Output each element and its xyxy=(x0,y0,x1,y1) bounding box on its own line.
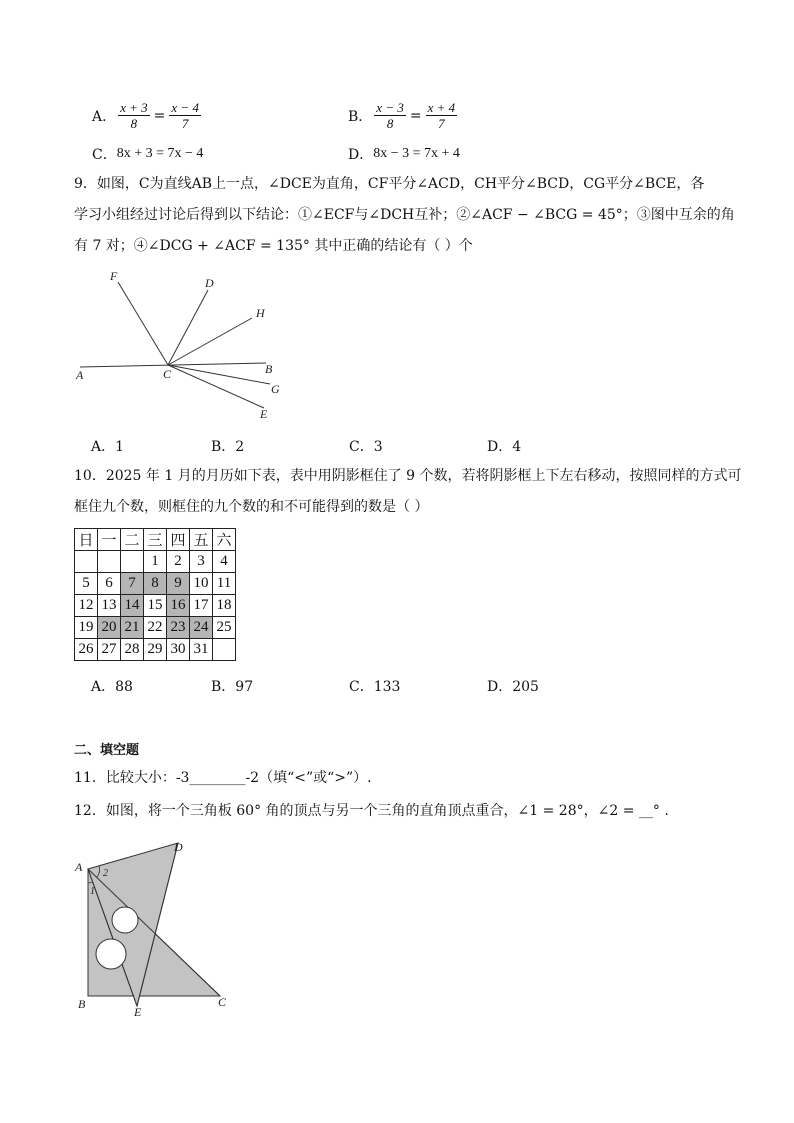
calendar-cell: 31 xyxy=(190,639,213,661)
calendar-cell: 10 xyxy=(190,573,213,595)
option-label: B． xyxy=(348,108,373,125)
q9-option-c[interactable]: C．3 xyxy=(349,439,383,455)
label-d: D xyxy=(174,840,183,854)
calendar-cell: 23 xyxy=(167,617,190,639)
label-e: E xyxy=(134,1005,142,1019)
q10-stem-line2: 框住九个数，则框住的九个数的和不可能得到的数是（ ） xyxy=(74,499,429,515)
calendar-row xyxy=(75,617,236,639)
option-label: A． xyxy=(92,108,117,125)
ray-cg xyxy=(168,365,270,384)
calendar-cell: 18 xyxy=(213,595,236,617)
angle-1-label: 1 xyxy=(90,886,95,897)
calendar-cell: 26 xyxy=(75,639,98,661)
calendar-cell: 6 xyxy=(98,573,121,595)
calendar-cell: 8 xyxy=(144,573,167,595)
calendar-table xyxy=(74,528,236,661)
label-d: D xyxy=(205,276,214,290)
label-e: E xyxy=(260,407,268,421)
calendar-header-row xyxy=(75,529,236,551)
calendar-header-cell: 三 xyxy=(144,529,167,551)
calendar-row xyxy=(75,595,236,617)
right-fraction: $\frac{x - 4}{7}$ xyxy=(171,100,199,131)
calendar-header-cell: 日 xyxy=(75,529,98,551)
ray-cf xyxy=(118,282,168,365)
q9-stem-line1: 9．如图，C为直线AB上一点，∠DCE为直角，CF平分∠ACD，CH平分∠BCD，CG平分∠BCE，各 xyxy=(74,176,705,192)
calendar-cell: 17 xyxy=(190,595,213,617)
calendar-header-cell: 一 xyxy=(98,529,121,551)
left-fraction: $\frac{x - 3}{8}$ xyxy=(376,100,404,131)
triangle-hole-upper xyxy=(112,907,138,933)
left-fraction: $\frac{x + 3}{8}$ xyxy=(120,100,148,131)
option-expression: 8x − 3 = 7x + 4 xyxy=(373,146,460,161)
q9-stem-line3: 有 7 对；④∠DCG + ∠ACF = 135° 其中正确的结论有（ ）个 xyxy=(74,238,473,254)
equals-sign: = xyxy=(153,107,166,124)
q10-stem-line1: 10．2025 年 1 月的月历如下表，表中用阴影框住了 9 个数，若将阴影框上下左右移动，按照同样的方式可 xyxy=(74,468,742,484)
q10-option-b[interactable]: B．97 xyxy=(211,679,254,695)
ray-ce xyxy=(168,365,264,408)
option-label: D． xyxy=(348,147,374,163)
calendar-cell: 4 xyxy=(213,551,236,573)
calendar-cell: 19 xyxy=(75,617,98,639)
calendar-cell: 2 xyxy=(167,551,190,573)
calendar-cell: 22 xyxy=(144,617,167,639)
q10-option-d[interactable]: D．205 xyxy=(487,679,539,695)
section-heading: 二、填空题 xyxy=(74,743,140,758)
calendar-cell: 13 xyxy=(98,595,121,617)
option-expression: 8x + 3 = 7x − 4 xyxy=(116,146,204,161)
calendar-cell: 5 xyxy=(75,573,98,595)
calendar-cell: 16 xyxy=(167,595,190,617)
calendar-header-cell: 五 xyxy=(190,529,213,551)
calendar-cell: 11 xyxy=(213,573,236,595)
calendar-cell xyxy=(98,551,121,573)
calendar-header-cell: 六 xyxy=(213,529,236,551)
label-a: A xyxy=(76,368,84,382)
calendar-cell: 3 xyxy=(190,551,213,573)
calendar-cell: 1 xyxy=(144,551,167,573)
calendar-cell: 21 xyxy=(121,617,144,639)
calendar-cell xyxy=(75,551,98,573)
q12-triangle-figure xyxy=(70,834,250,1024)
calendar-cell: 20 xyxy=(98,617,121,639)
label-b: B xyxy=(265,362,273,376)
calendar-row xyxy=(75,639,236,661)
q8-option-a[interactable] xyxy=(92,100,203,131)
calendar-row xyxy=(75,573,236,595)
calendar-header-cell: 四 xyxy=(167,529,190,551)
q12-text: 12．如图，将一个三角板 60° 角的顶点与另一个三角的直角顶点重合，∠1 = 28°，∠2 = __° . xyxy=(74,803,669,819)
q9-option-b[interactable]: B．2 xyxy=(211,439,245,455)
q10-option-a[interactable]: A．88 xyxy=(91,679,133,695)
calendar-cell: 29 xyxy=(144,639,167,661)
q9-option-d[interactable]: D．4 xyxy=(487,439,522,455)
calendar-cell: 30 xyxy=(167,639,190,661)
calendar-row xyxy=(75,551,236,573)
q11-text: 11．比较大小：-3________-2（填“<”或“>”）. xyxy=(74,770,372,786)
calendar-cell: 28 xyxy=(121,639,144,661)
q8-option-b[interactable] xyxy=(348,100,459,131)
calendar-cell: 9 xyxy=(167,573,190,595)
label-a: A xyxy=(75,860,83,874)
label-h: H xyxy=(256,306,265,320)
angle-2-label: 2 xyxy=(103,868,108,879)
calendar-cell: 25 xyxy=(213,617,236,639)
calendar-cell xyxy=(121,551,144,573)
calendar-cell: 14 xyxy=(121,595,144,617)
q8-option-c[interactable] xyxy=(92,144,203,164)
calendar-cell: 7 xyxy=(121,573,144,595)
triangle-hole-lower xyxy=(96,939,126,969)
calendar-cell xyxy=(213,639,236,661)
label-g: G xyxy=(271,382,280,396)
option-label: C． xyxy=(92,147,117,163)
q9-option-a[interactable]: A．1 xyxy=(91,439,125,455)
calendar-cell: 24 xyxy=(190,617,213,639)
right-fraction: $\frac{x + 4}{7}$ xyxy=(427,100,456,131)
label-c: C xyxy=(218,995,227,1009)
label-c: C xyxy=(163,367,172,381)
calendar-cell: 12 xyxy=(75,595,98,617)
calendar-header-cell: 二 xyxy=(121,529,144,551)
equals-sign: = xyxy=(409,107,422,124)
calendar-cell: 27 xyxy=(98,639,121,661)
q10-option-c[interactable]: C．133 xyxy=(349,679,401,695)
q8-option-d[interactable] xyxy=(348,144,460,164)
calendar-cell: 15 xyxy=(144,595,167,617)
q9-angle-figure xyxy=(74,266,294,426)
label-b: B xyxy=(78,997,86,1011)
q9-stem-line2: 学习小组经过讨论后得到以下结论：①∠ECF与∠DCH互补；②∠ACF − ∠BCG = 45°；③图中互余的角 xyxy=(74,207,735,223)
label-f: F xyxy=(110,269,118,283)
